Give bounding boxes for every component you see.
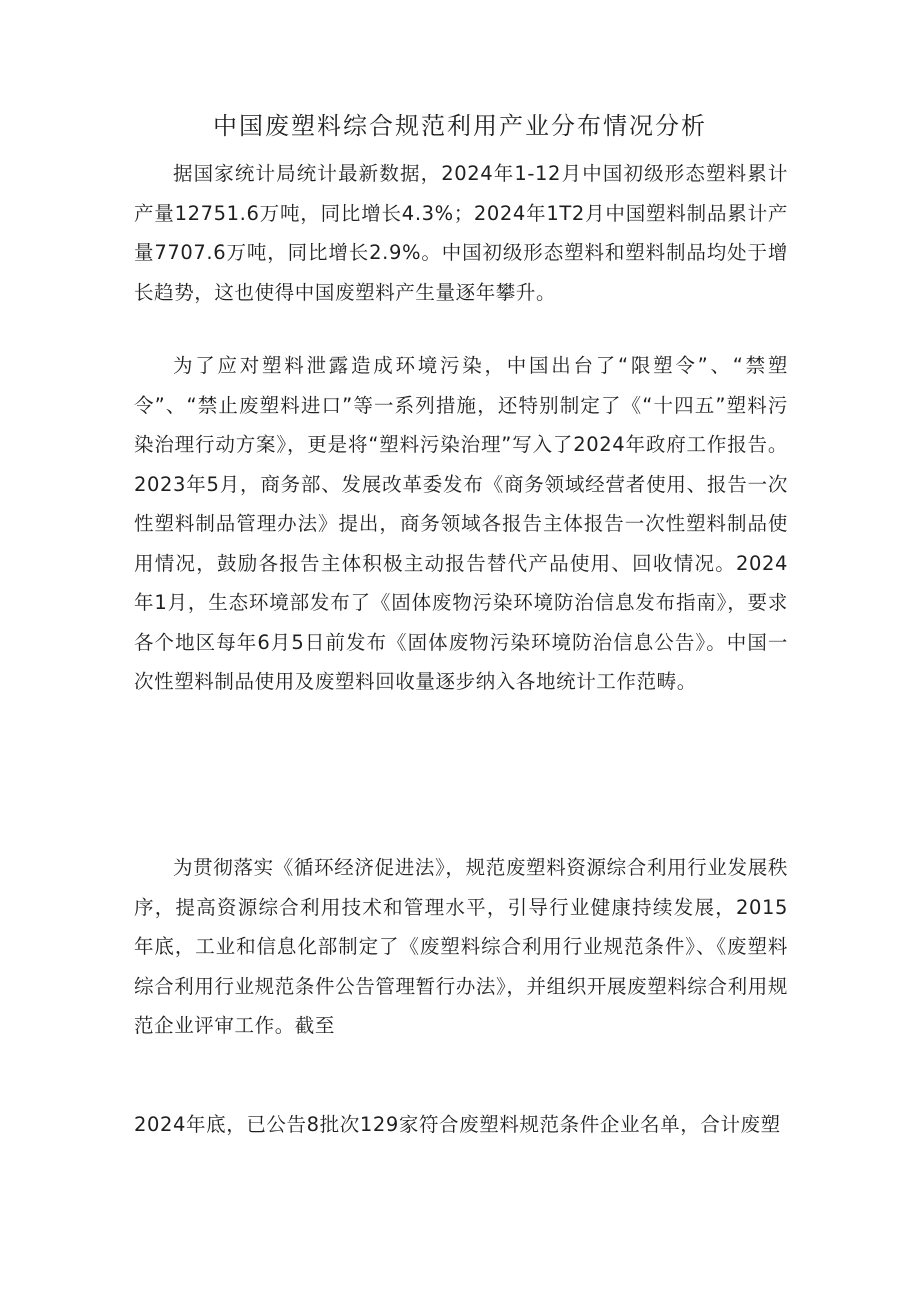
paragraph-production-data: 据国家统计局统计最新数据，2024年1-12月中国初级形态塑料累计产量12751.6万吨，同比增长4.3%；2024年1T2月中国塑料制品累计产量7707.6万吨，同比增长2.9%。中国初级形态塑料和塑料制品均处于增长趋势，这也使得中国废塑料产生量逐年攀升。: [134, 162, 788, 304]
paragraph-announced-enterprises: 2024年底，已公告8批次129家符合废塑料规范条件企业名单，合计废塑: [134, 1113, 781, 1136]
paragraph-policy-measures: 为了应对塑料泄露造成环境污染，中国出台了“限塑令”、“禁塑令”、“禁止废塑料进口”等一系列措施，还特别制定了《“十四五”塑料污染治理行动方案》，更是将“塑料污染治理”写入了2024年政府工作报告。2023年5月，商务部、发展改革委发布《商务领域经营者使用、报告一次性塑料制品管理办法》提出，商务领域各报告主体报告一次性塑料制品使用情况，鼓励各报告主体积极主动报告替代产品使用、回收情况。2024年1月，生态环境部发布了《固体废物污染环境防治信息发布指南》，要求各个地区每年6月5日前发布《固体废物污染环境防治信息公告》。中国一次性塑料制品使用及废塑料回收量逐步纳入各地统计工作范畴。: [134, 354, 788, 693]
document-title: 中国废塑料综合规范利用产业分布情况分析: [213, 112, 707, 140]
paragraph-industry-regulation: 为贯彻落实《循环经济促进法》，规范废塑料资源综合利用行业发展秩序，提高资源综合利用技术和管理水平，引导行业健康持续发展，2015年底，工业和信息化部制定了《废塑料综合利用行业规范条件》、《废塑料综合利用行业规范条件公告管理暂行办法》，并组织开展废塑料综合利用规范企业评审工作。截至: [134, 856, 788, 1037]
